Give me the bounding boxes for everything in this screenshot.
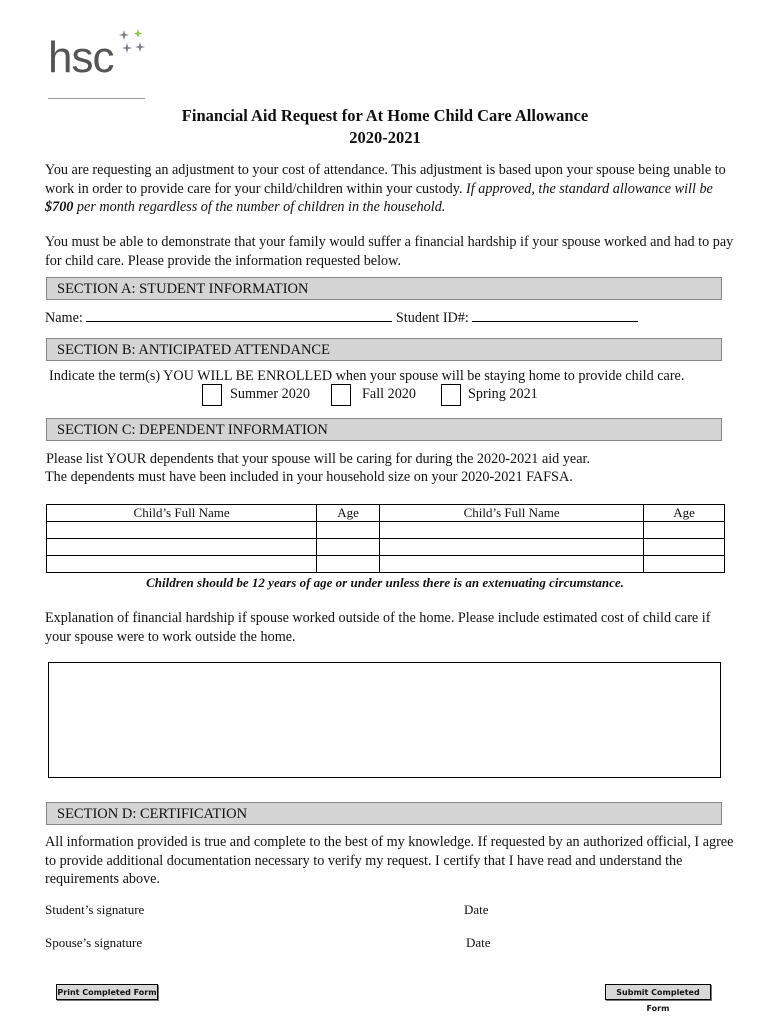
section-c-header: SECTION C: DEPENDENT INFORMATION [46,418,722,441]
col-header-age-2: Age [644,505,725,522]
hardship-intro: You must be able to demonstrate that your family would suffer a financial hardship if your spouse worked and had to pay for child care. Please provide the information requested below. [45,234,734,269]
child-name-cell[interactable] [380,539,644,556]
table-row [47,522,725,539]
student-id-field[interactable] [472,307,638,322]
intro-paragraph [45,161,735,217]
student-info-row [45,307,638,327]
student-signature-label: Student’s signature [45,902,145,917]
submit-form-button[interactable]: Submit Completed Form [605,984,711,1000]
child-name-cell[interactable] [47,539,317,556]
child-age-cell[interactable] [317,539,380,556]
intro-italic-a: If approved, the standard allowance will be [466,180,713,197]
explanation-textarea[interactable] [48,662,721,778]
col-header-name-2: Child’s Full Name [380,505,644,522]
spring-2021-checkbox[interactable] [441,384,461,406]
age-note: Children should be 12 years of age or under unless there is an extenuating circumstance. [146,575,624,590]
child-name-cell[interactable] [380,522,644,539]
student-id-label: Student ID#: [395,310,469,326]
student-date-label: Date [464,902,489,917]
intro-text: You are requesting an adjustment to your cost of attendance. This adjustment is based upon your spouse being unable to work in order to provide care for your child/children within your custody. [45,162,726,197]
section-b-header: SECTION B: ANTICIPATED ATTENDANCE [46,338,722,361]
child-name-cell[interactable] [380,556,644,573]
child-age-cell[interactable] [644,539,725,556]
dependents-table [46,504,725,573]
child-age-cell[interactable] [317,556,380,573]
spouse-date-label: Date [466,935,491,950]
enrollment-instruction: Indicate the term(s) YOU WILL BE ENROLLED when your spouse will be staying home to provide child care. [49,368,685,384]
page-year: 2020-2021 [349,128,421,147]
hsc-logo: hsc [48,33,114,82]
sparkle-stars-icon [118,28,148,58]
fall-2020-checkbox[interactable] [331,384,351,406]
section-d-header: SECTION D: CERTIFICATION [46,802,722,825]
intro-amount: $700 [45,199,74,215]
spring-2021-label: Spring 2021 [468,386,538,402]
intro-italic-b: per month regardless of the number of children in the household. [73,199,446,215]
table-row [47,539,725,556]
dependents-line-1: Please list YOUR dependents that your spouse will be caring for during the 2020-2021 aid year. [46,451,591,467]
print-form-button[interactable]: Print Completed Form [56,984,158,1000]
child-age-cell[interactable] [644,556,725,573]
child-name-cell[interactable] [47,556,317,573]
name-field[interactable] [86,307,392,322]
certification-text: All information provided is true and complete to the best of my knowledge. If requested by an authorized official, I agree to provide additional documentation necessary to verify my request. I certify that I have read and understand the requirements above. [45,834,734,887]
name-label: Name: [45,310,83,326]
summer-2020-checkbox[interactable] [202,384,222,406]
col-header-name-1: Child’s Full Name [47,505,317,522]
table-row [47,556,725,573]
summer-2020-label: Summer 2020 [230,386,310,402]
child-age-cell[interactable] [644,522,725,539]
child-name-cell[interactable] [47,522,317,539]
dependents-line-2: The dependents must have been included in your household size on your 2020-2021 FAFSA. [45,469,573,485]
page-title: Financial Aid Request for At Home Child Care Allowance [181,106,589,125]
spouse-signature-label: Spouse’s signature [45,935,143,950]
logo-divider [48,98,145,99]
child-age-cell[interactable] [317,522,380,539]
table-header-row [47,505,725,522]
section-a-header: SECTION A: STUDENT INFORMATION [46,277,722,300]
explanation-prompt: Explanation of financial hardship if spouse worked outside of the home. Please include estimated cost of child care if your spouse were to work outside the home. [45,610,711,645]
col-header-age-1: Age [317,505,380,522]
fall-2020-label: Fall 2020 [362,386,416,402]
